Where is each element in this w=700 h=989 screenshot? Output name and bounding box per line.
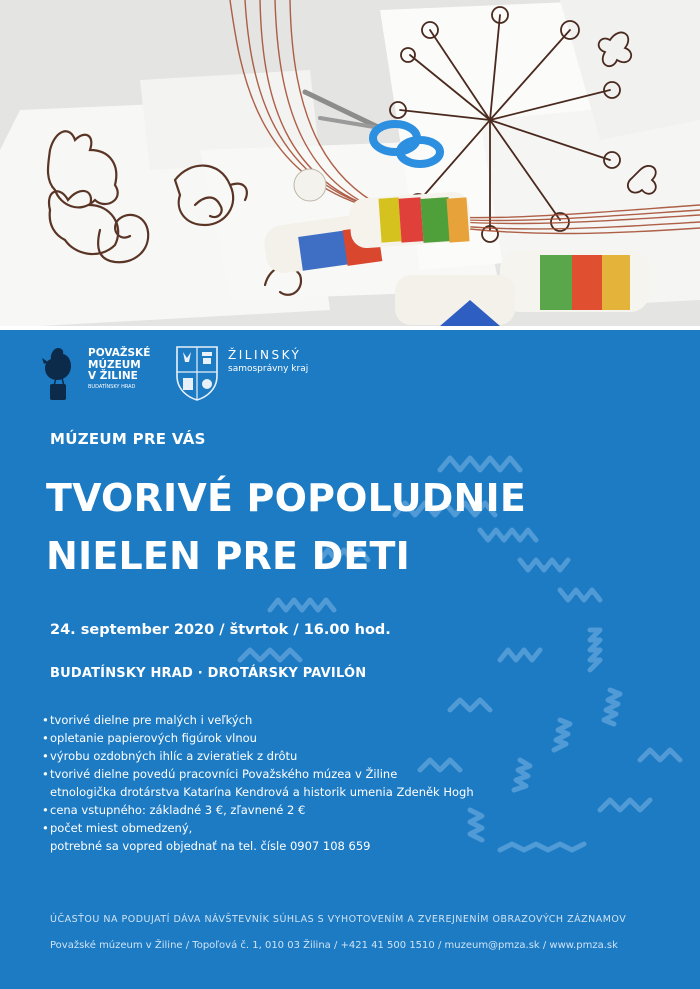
consent-notice: ÚČASŤOU NA PODUJATÍ DÁVA NÁVŠTEVNÍK SÚHLAS S VYHOTOVENÍM A ZVEREJNENÍM OBRAZOVÝCH ZÁZNAMOV (50, 914, 627, 925)
kicker: MÚZEUM PRE VÁS (50, 430, 206, 448)
list-item-text: opletanie papierových figúrok vlnou (50, 731, 257, 745)
list-item-continuation: etnologička drotárstva Katarína Kendrová a historik umenia Zdeněk Hogh (50, 785, 474, 799)
zigzag-decoration (0, 330, 700, 989)
list-item: •tvorivé dielne povedú pracovníci Považského múzea v Žiline etnologička drotárstva Katarína Kendrová a historik umenia Zdeněk Hogh (42, 765, 562, 801)
program-list (42, 711, 562, 855)
footer-contact: Považské múzeum v Žiline / Topoľová č. 1, 010 03 Žilina / +421 41 500 1510 / muzeum@pmza.sk / www.pmza.sk (50, 940, 618, 951)
list-item-text: tvorivé dielne povedú pracovníci Považského múzea v Žiline (50, 767, 398, 781)
region-logo-sub: samosprávny kraj (228, 364, 309, 374)
event-venue: BUDATÍNSKY HRAD · DROTÁRSKY PAVILÓN (50, 666, 367, 681)
region-logo-name: ŽILINSKÝ (228, 348, 302, 362)
museum-logo-line: POVAŽSKÉ (88, 347, 151, 359)
title-line-1: TVORIVÉ POPOLUDNIE (46, 476, 527, 520)
rooster-icon (38, 344, 78, 404)
list-item-continuation: potrebné sa vopred objednať na tel. čísle 0907 108 659 (50, 839, 371, 853)
title-line-2: NIELEN PRE DETI (46, 534, 410, 578)
list-item: •cena vstupného: základné 3 €, zľavnené 2 € (42, 803, 306, 817)
museum-logo (38, 344, 168, 406)
list-item-text: počet miest obmedzený, (50, 821, 193, 835)
list-item-text: cena vstupného: základné 3 €, zľavnené 2 € (50, 803, 306, 817)
list-item-text: tvorivé dielne pre malých i veľkých (50, 713, 253, 727)
museum-logo-line: V ŽILINE (88, 370, 138, 382)
list-item-text: výrobu ozdobných ihlíc a zvieratiek z drôtu (50, 749, 298, 763)
list-item: •opletanie papierových figúrok vlnou (42, 731, 257, 745)
list-item: •tvorivé dielne pre malých i veľkých (42, 713, 253, 727)
museum-logo-line: MÚZEUM (88, 358, 141, 371)
coat-of-arms-icon (174, 344, 220, 402)
region-logo (174, 344, 334, 406)
museum-logo-sub: BUDATÍNSKY HRAD (88, 384, 136, 390)
list-item: •výrobu ozdobných ihlíc a zvieratiek z drôtu (42, 749, 298, 763)
wire-crafts-photo (0, 0, 700, 326)
list-item: •počet miest obmedzený, potrebné sa vopred objednať na tel. čísle 0907 108 659 (42, 819, 562, 855)
event-date: 24. september 2020 / štvrtok / 16.00 hod. (50, 622, 391, 638)
